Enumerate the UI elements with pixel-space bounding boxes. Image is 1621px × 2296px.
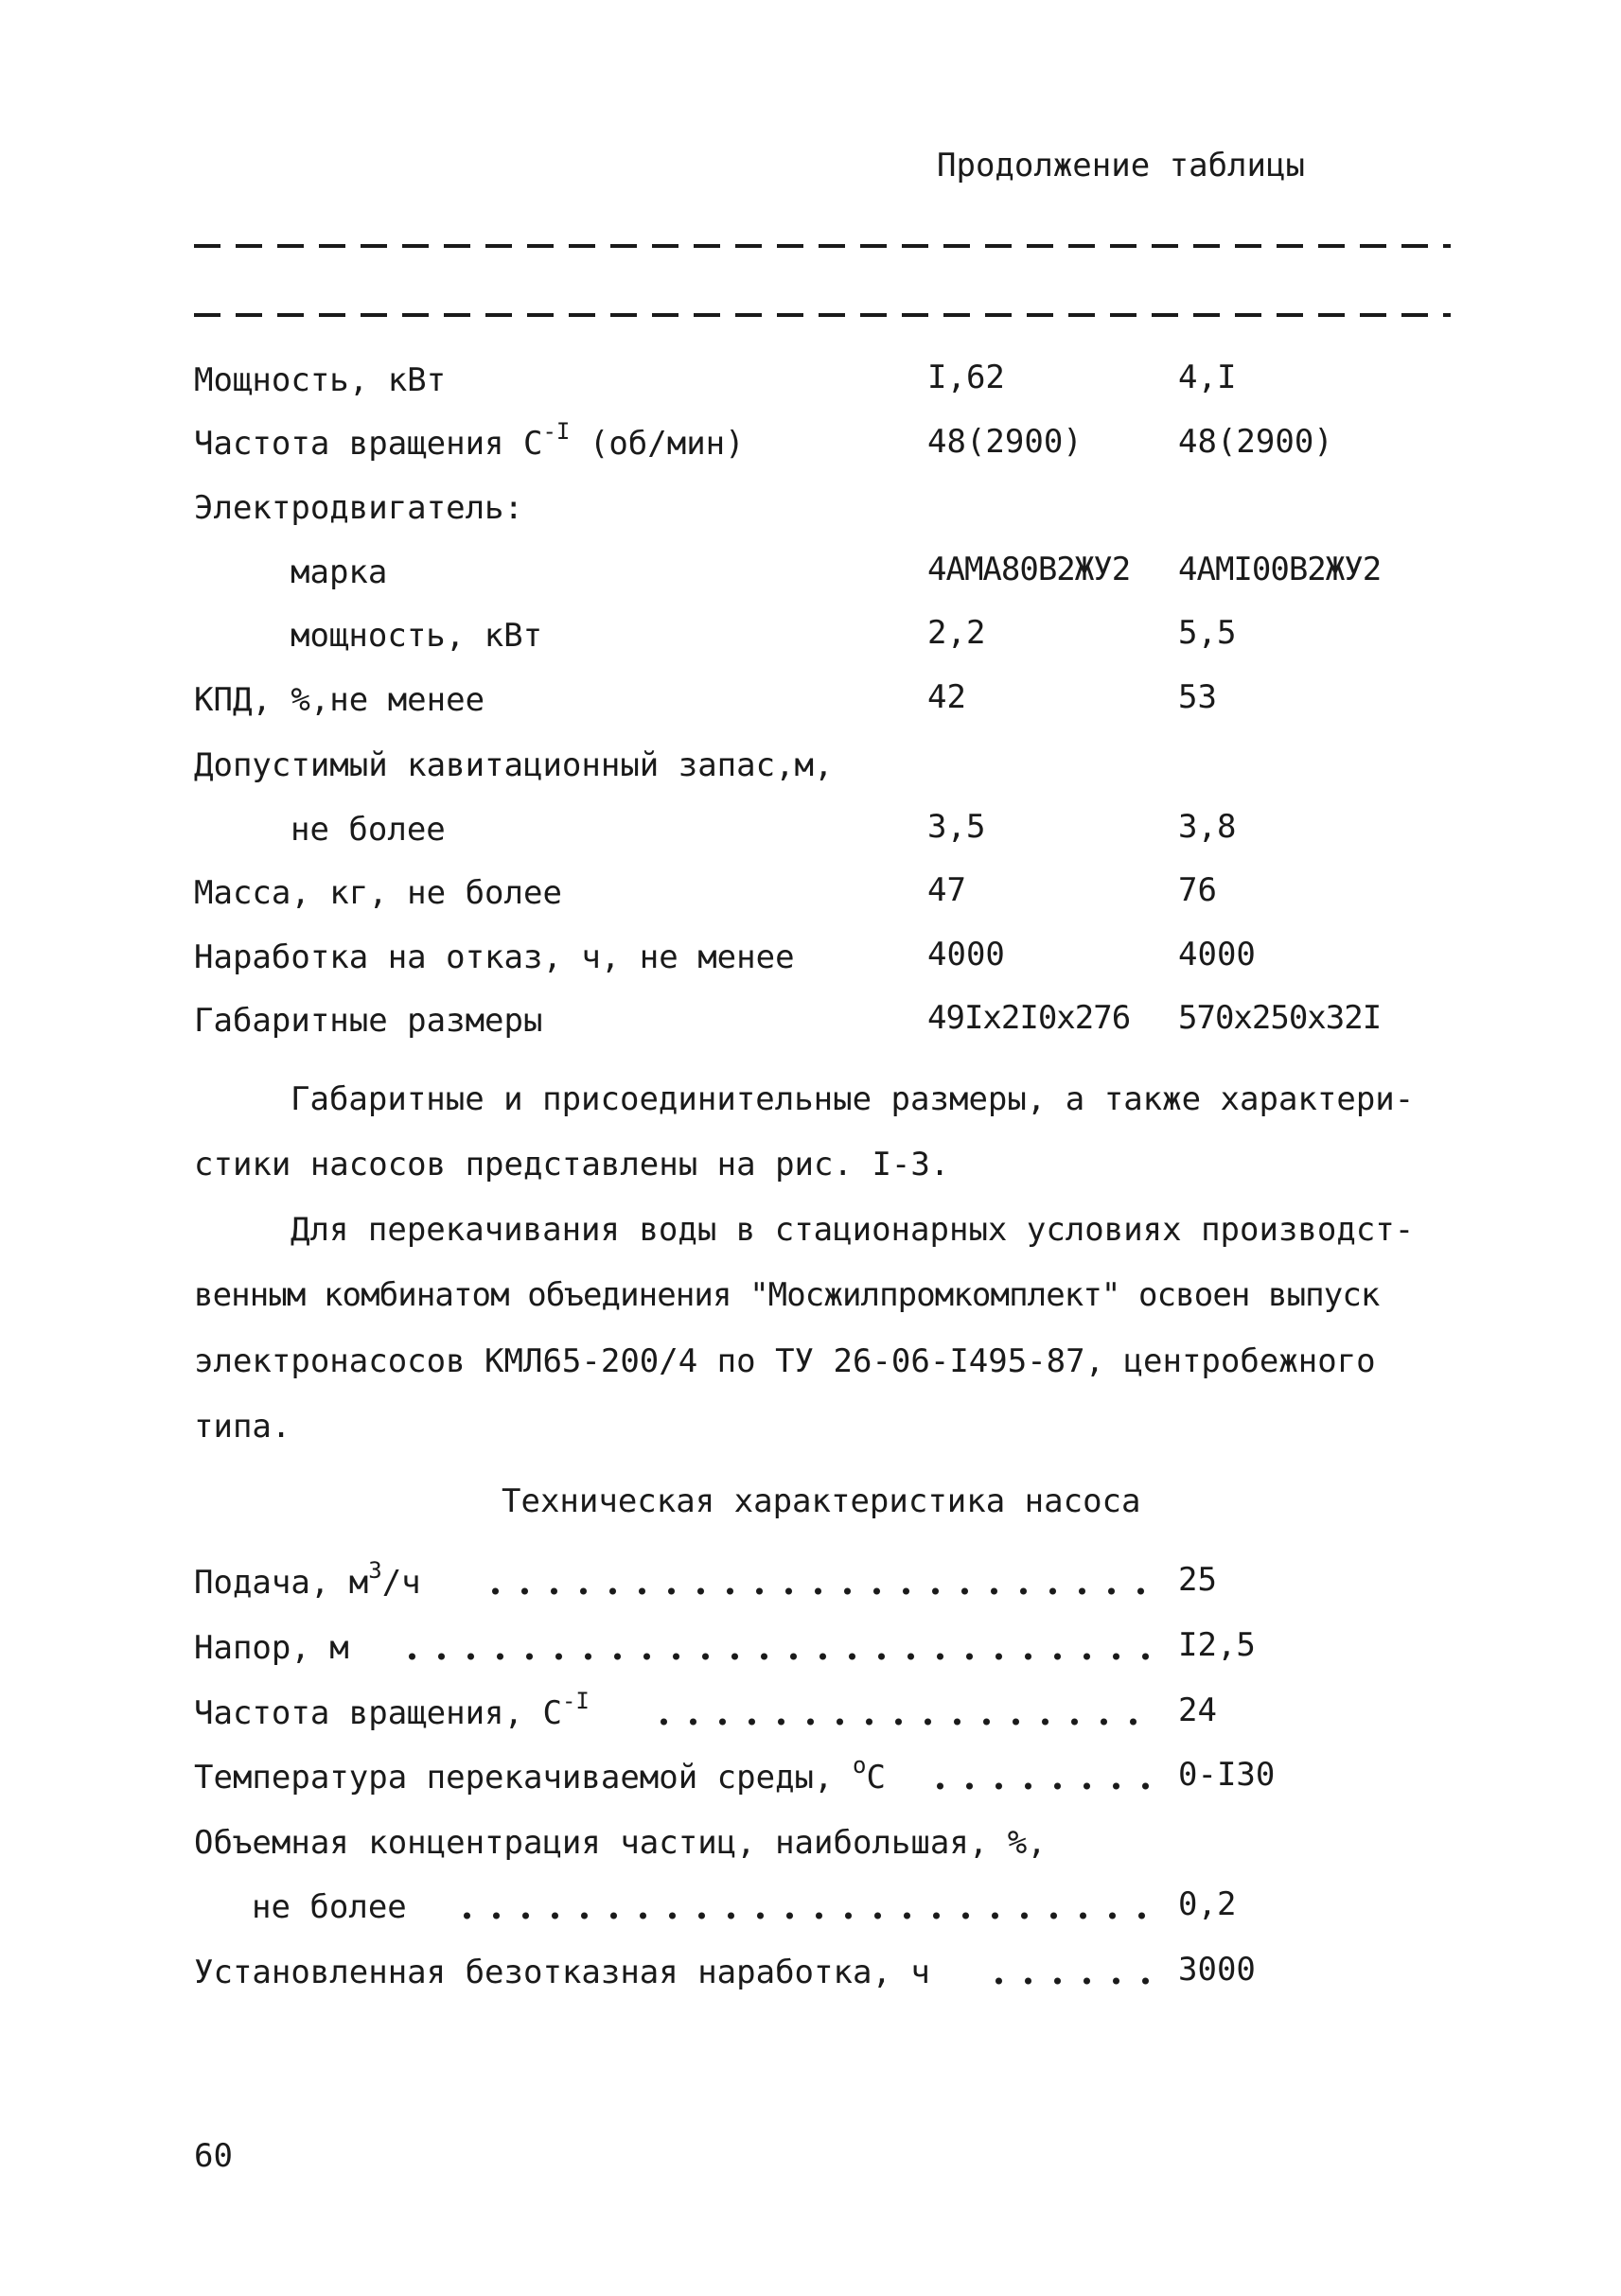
dashed-divider-bottom — [194, 313, 1451, 317]
table-row-value-2: 48(2900) — [1178, 423, 1333, 461]
table-row-label: Мощность, кВт — [194, 361, 447, 399]
table-row-value-2: 5,5 — [1178, 614, 1237, 652]
spec-value: 3000 — [1178, 1951, 1256, 1989]
paragraph-line: Для перекачивания воды в стационарных условиях производст- — [291, 1211, 1415, 1249]
table-row-label: марка — [291, 553, 388, 591]
spec-label: Напор, м — [194, 1629, 349, 1667]
table-row-label: КПД, %,не менее — [194, 681, 485, 719]
paragraph-line: типа. — [194, 1408, 291, 1446]
table-row-value-2: 570х250х32I — [1178, 999, 1382, 1037]
table-row-label: мощность, кВт — [291, 617, 543, 655]
spec-value: I2,5 — [1178, 1626, 1256, 1664]
table-continuation-header: Продолжение таблицы — [937, 147, 1305, 184]
spec-value: 25 — [1178, 1561, 1217, 1599]
table-row-value-2: 53 — [1178, 678, 1217, 716]
dot-leader — [925, 1782, 1154, 1790]
table-row-value-2: 4000 — [1178, 936, 1256, 973]
table-row-value-1: 48(2900) — [927, 423, 1083, 461]
table-row-value-2: 76 — [1178, 871, 1217, 909]
paragraph-line: венным комбинатом объединения "Мосжилпромкомплект" освоен выпуск — [194, 1276, 1380, 1314]
spec-label: Объемная концентрация частиц, наибольшая, %, — [194, 1824, 1047, 1862]
paragraph-line: Габаритные и присоединительные размеры, а также характери- — [291, 1080, 1415, 1118]
spec-label: Подача, $м^3/ч$ — [194, 1556, 421, 1602]
table-row-label: Допустимый кавитационный запас,м, — [194, 746, 834, 784]
table-row-value-2: 4АМI00В2ЖУ2 — [1178, 551, 1382, 588]
table-row-value-1: 49Iх2I0х276 — [927, 999, 1131, 1037]
spec-label: Частота вращения, $С^{-I}$ — [194, 1687, 590, 1732]
table-row-value-1: 47 — [927, 871, 966, 909]
dashed-divider-top — [194, 244, 1451, 248]
table-row-label: Масса, кг, не более — [194, 874, 562, 912]
page-number: 60 — [194, 2137, 233, 2175]
spec-label: Температура перекачиваемой среды, $^о$С — [194, 1751, 886, 1796]
table-row-value-1: 4АМА80В2ЖУ2 — [927, 551, 1131, 588]
table-row-label: Частота вращения $С^{-I}$ (об/мин) — [194, 417, 745, 463]
dot-leader — [984, 1977, 1154, 1985]
table-row-value-1: 4000 — [927, 936, 1005, 973]
spec-value: 24 — [1178, 1691, 1217, 1729]
paragraph-line: электронасосов КМЛ65-200/4 по ТУ 26-06-I495-87, центробежного — [194, 1342, 1376, 1380]
table-row-value-2: 3,8 — [1178, 808, 1237, 846]
table-row-value-1: 3,5 — [927, 808, 986, 846]
paragraph-line: стики насосов представлены на рис. I-3. — [194, 1146, 950, 1183]
table-row-value-1: I,62 — [927, 359, 1005, 396]
dot-leader — [397, 1653, 1154, 1660]
dot-leader — [649, 1718, 1154, 1726]
spec-value: 0,2 — [1178, 1885, 1237, 1923]
spec-label: не более — [252, 1888, 407, 1926]
table-row-label: Электродвигатель: — [194, 489, 523, 527]
table-row-value-1: 2,2 — [927, 614, 986, 652]
table-row-value-2: 4,I — [1178, 359, 1237, 396]
table-row-label: Габаритные размеры — [194, 1002, 543, 1040]
table-row-label: Наработка на отказ, ч, не менее — [194, 938, 795, 976]
dot-leader — [452, 1912, 1154, 1919]
table-row-label: не более — [291, 811, 446, 849]
dot-leader — [481, 1587, 1154, 1595]
spec-value: 0-I30 — [1178, 1756, 1276, 1794]
section-title: Техническая характеристика насоса — [502, 1482, 1141, 1520]
spec-label: Установленная безотказная наработка, ч — [194, 1954, 930, 1991]
table-row-value-1: 42 — [927, 678, 966, 716]
